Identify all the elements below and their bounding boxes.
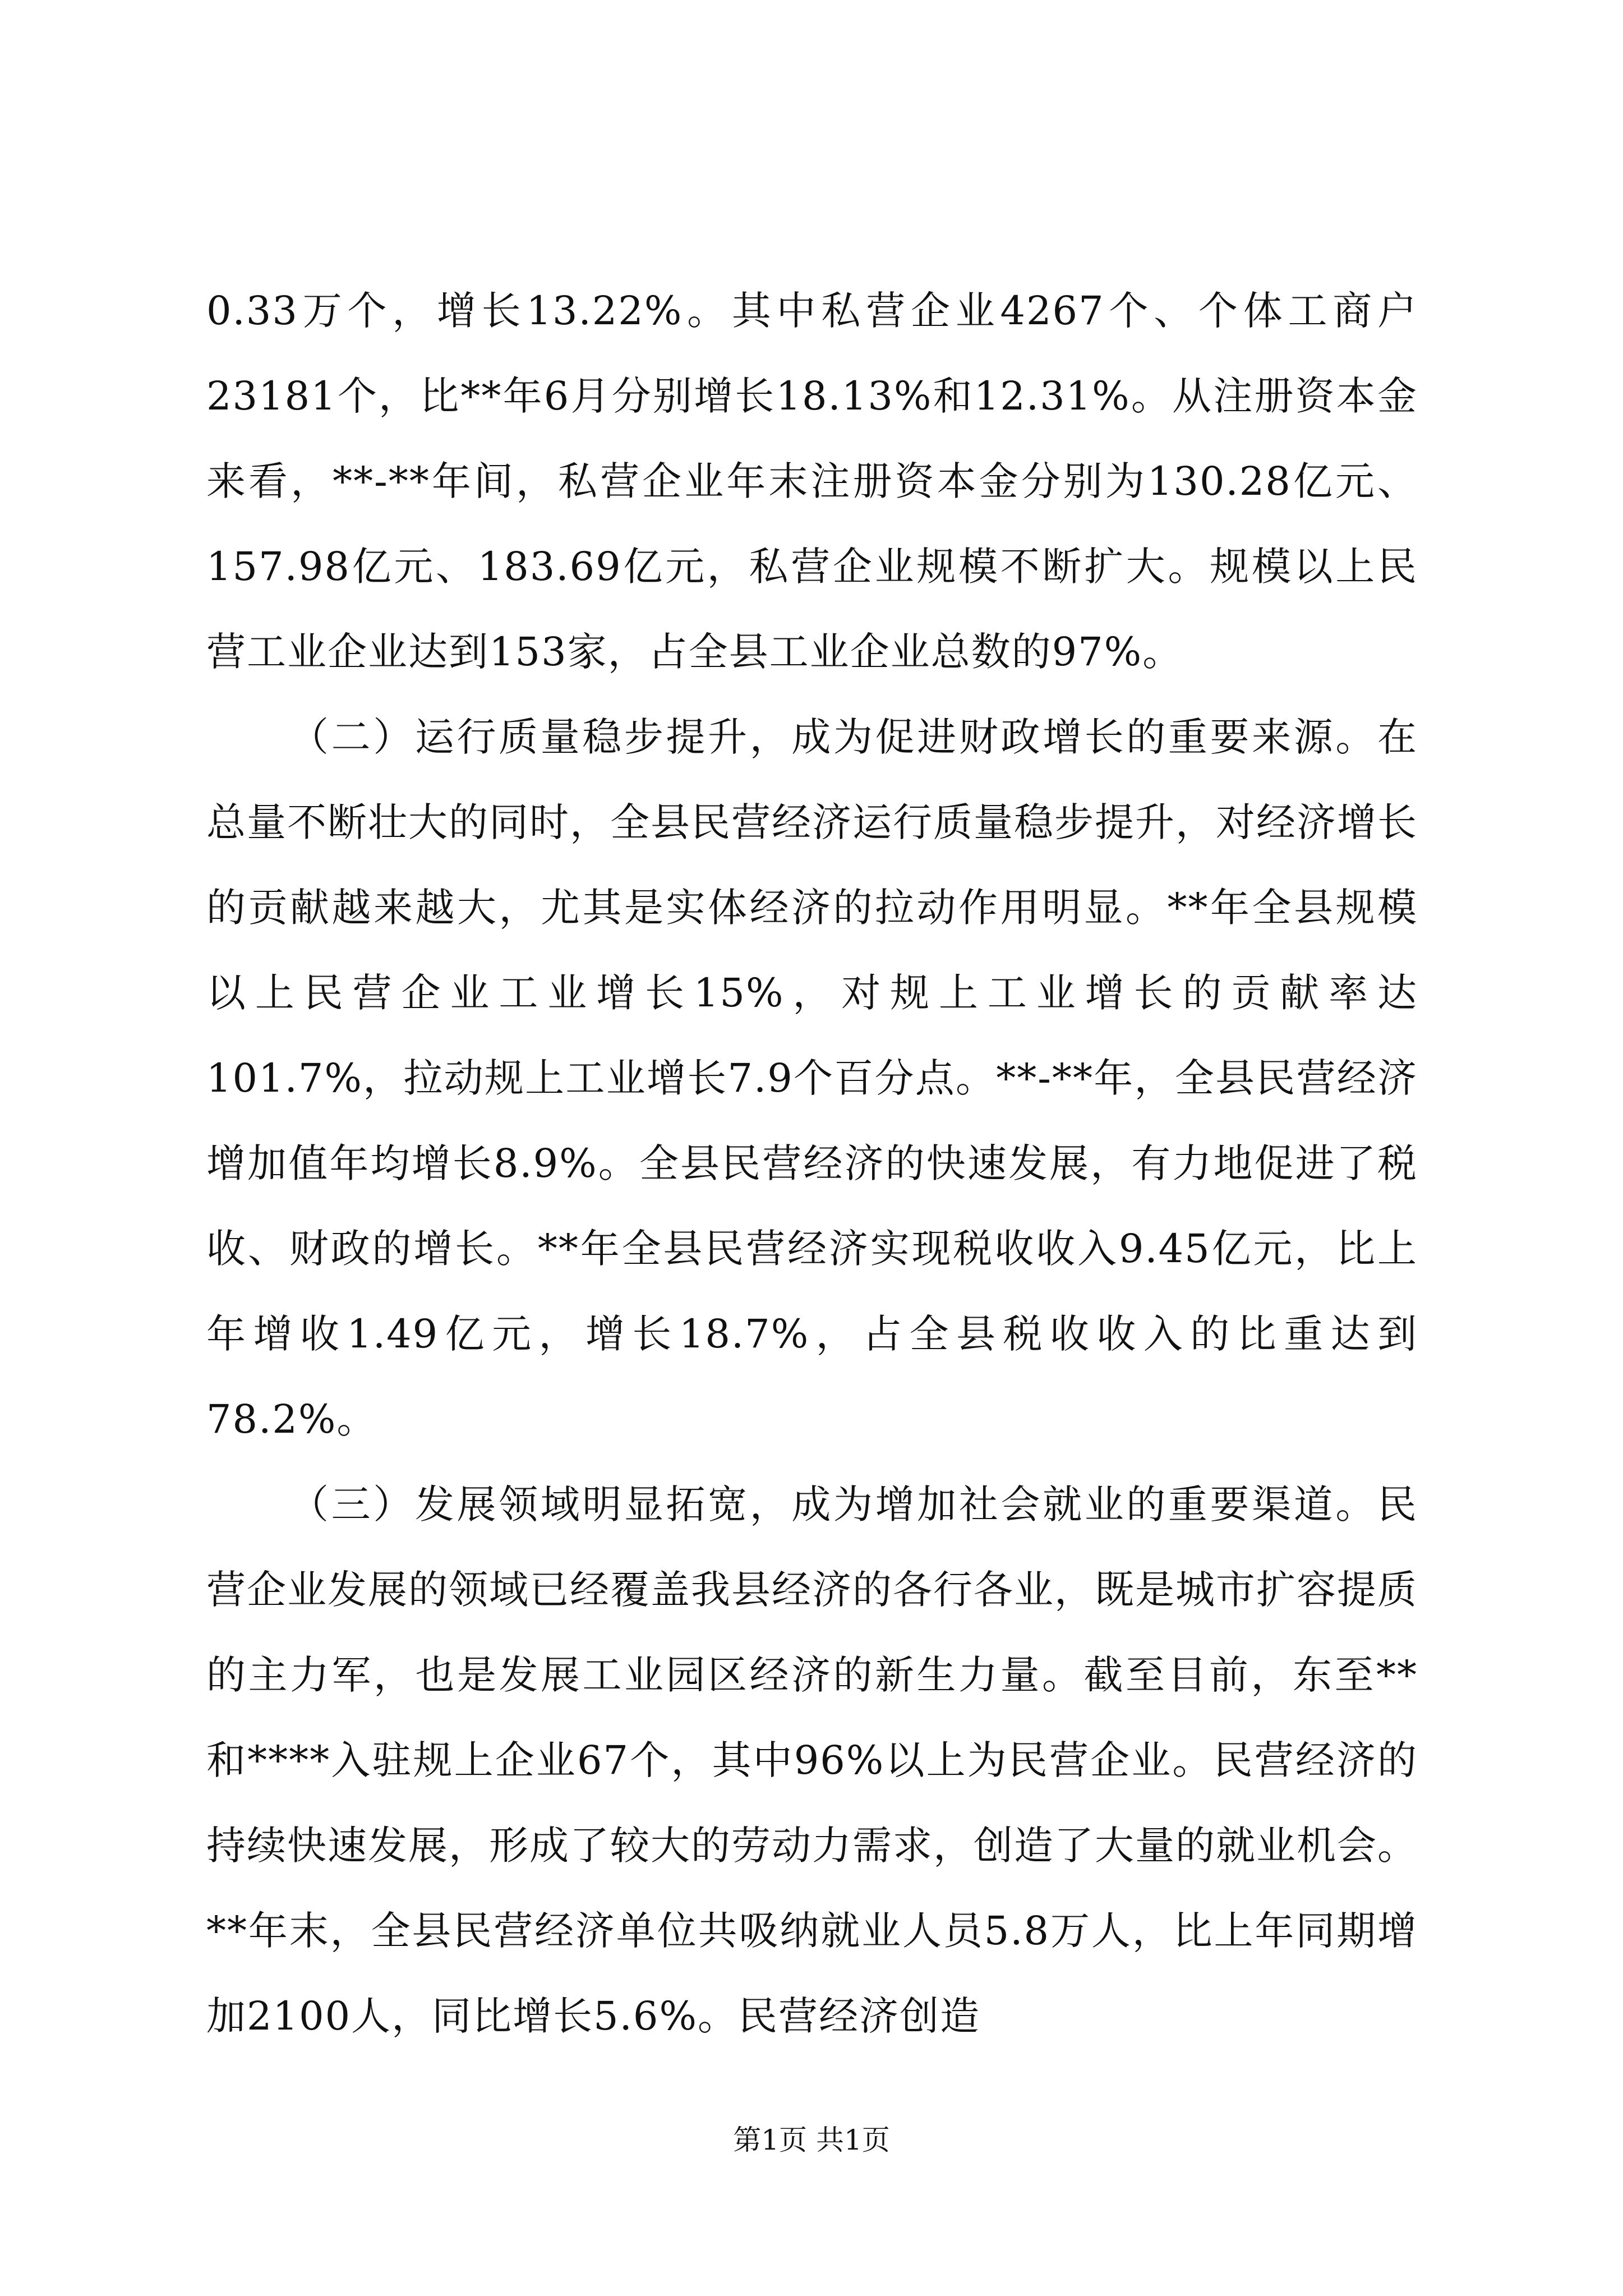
paragraph-section-two: （二）运行质量稳步提升，成为促进财政增长的重要来源。在总量不断壮大的同时，全县民营经济运行质量稳步提升，对经济增长的贡献越来越大，尤其是实体经济的拉动作用明显。**年全县规模以上民营企业工业增长15%，对规上工业增长的贡献率达101.7%，拉动规上工业增长7.9个百分点。**-**年，全县民营经济增加值年均增长8.9%。全县民营经济的快速发展，有力地促进了税收、财政的增长。**年全县民营经济实现税收收入9.45亿元，比上年增收1.49亿元，增长18.7%，占全县税收收入的比重达到78.2%。 — [206, 714, 1418, 1442]
paragraph-continued: 0.33万个，增长13.22%。其中私营企业4267个、个体工商户23181个，比**年6月分别增长18.13%和12.31%。从注册资本金来看，**-**年间，私营企业年末注册资本金分别为130.28亿元、157.98亿元、183.69亿元，私营企业规模不断扩大。规模以上民营工业企业达到153家，占全县工业企业总数的97%。 — [206, 288, 1418, 675]
page-footer: 第1页 共1页 — [733, 2124, 890, 2156]
document-body — [206, 268, 1418, 2059]
paragraph-section-three: （三）发展领域明显拓宽，成为增加社会就业的重要渠道。民营企业发展的领域已经覆盖我县经济的各行各业，既是城市扩容提质的主力军，也是发展工业园区经济的新生力量。截至目前，东至**和****入驻规上企业67个，其中96%以上为民营企业。民营经济的持续快速发展，形成了较大的劳动力需求，创造了大量的就业机会。**年末，全县民营经济单位共吸纳就业人员5.8万人，比上年同期增加2100人，同比增长5.6%。民营经济创造 — [206, 1481, 1418, 2039]
